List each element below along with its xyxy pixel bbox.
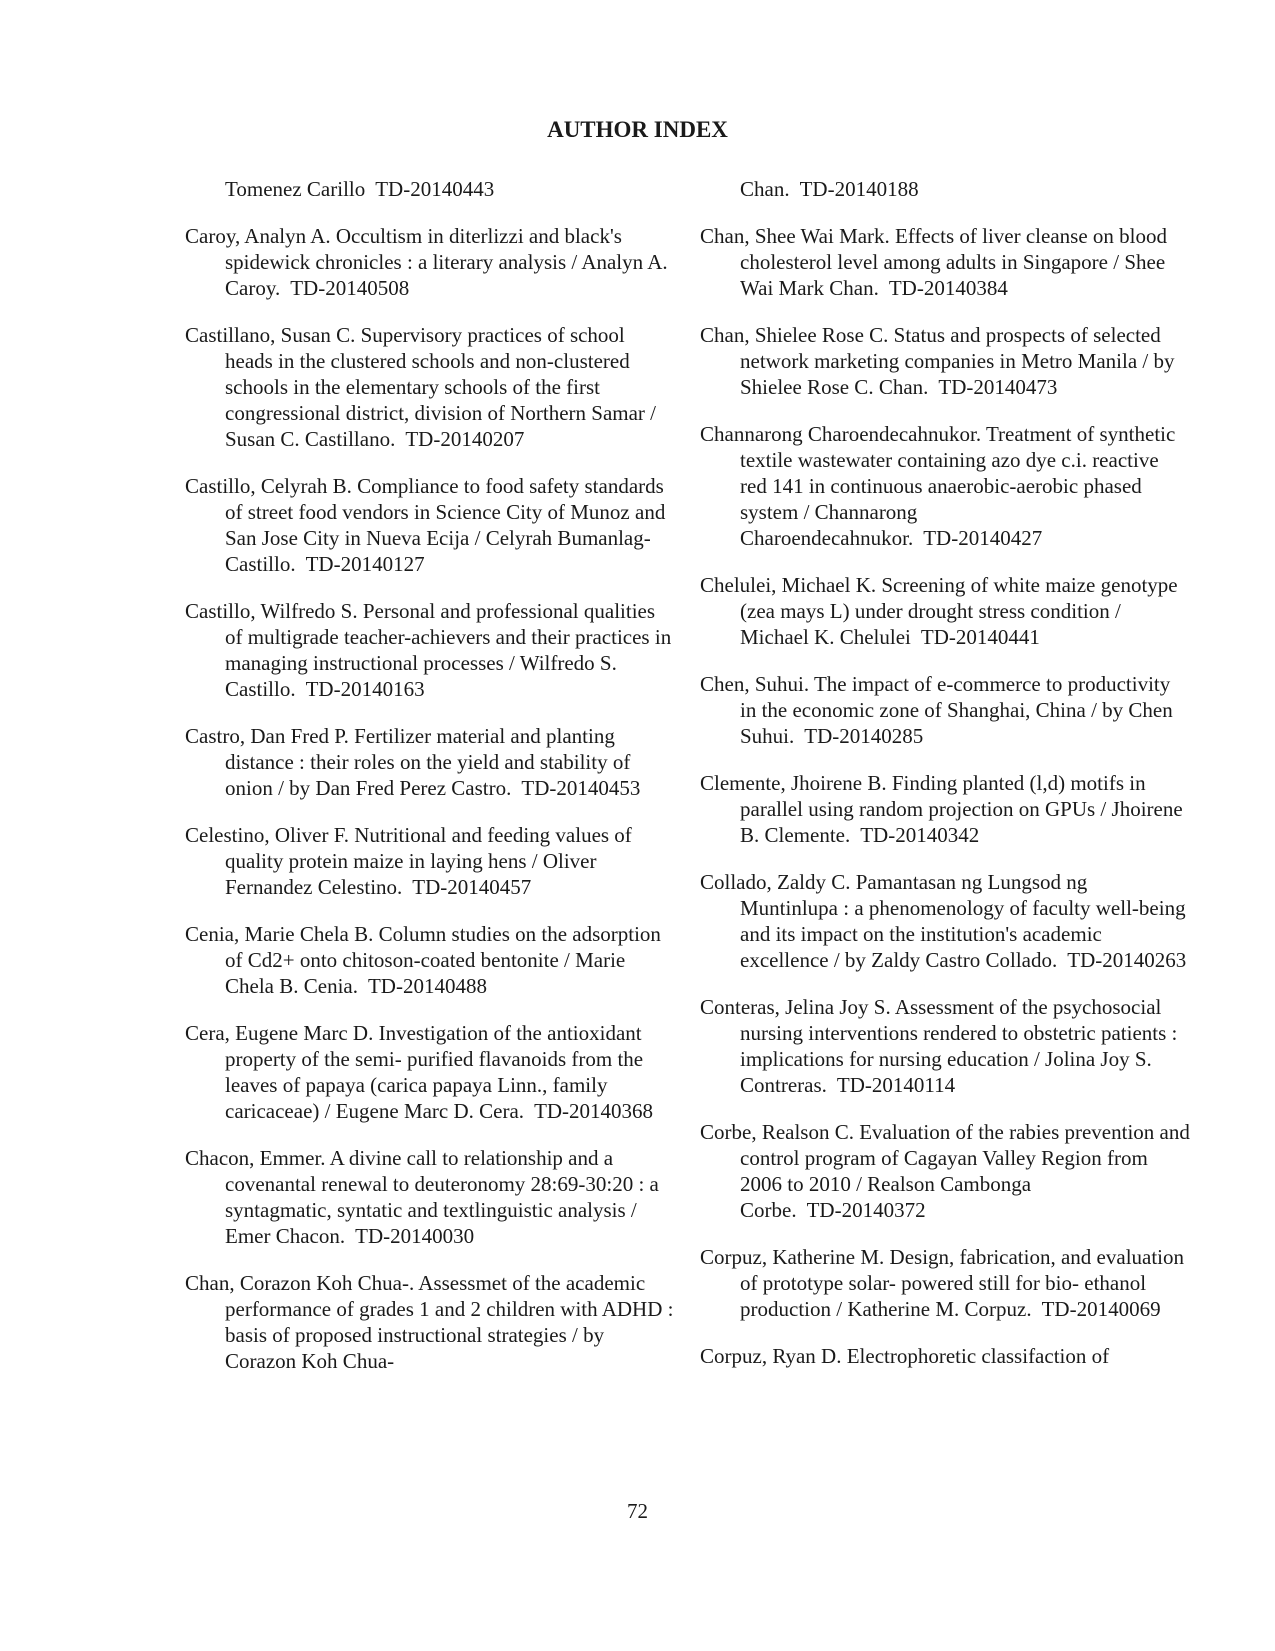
index-entry — [700, 1244, 1190, 1322]
entry-id: TD-20140488 — [367, 974, 487, 998]
entry-text: Cera, Eugene Marc D. Investigation of the antioxidant property of the semi- purified flavanoids from the leaves of papaya (carica papaya Linn., family caricaceae) / Eugene Marc D. Cera. — [185, 1021, 644, 1123]
entry-id: TD-20140188 — [799, 177, 919, 201]
entry-text: Castillano, Susan C. Supervisory practices of school heads in the clustered schools and non-clustered schools in the elementary schools of the first congressional district, division of Northern Samar / Susan C. Castillano. — [185, 323, 657, 451]
index-entry — [700, 1343, 1190, 1369]
entry-text: Chan, Shielee Rose C. Status and prospects of selected network marketing companies in Metro Manila / by Shielee Rose C. Chan. — [700, 323, 1175, 399]
entry-id: TD-20140342 — [860, 823, 980, 847]
index-entry — [700, 770, 1190, 848]
entry-id: TD-20140427 — [923, 526, 1043, 550]
index-entry — [185, 598, 675, 702]
entry-text: Conteras, Jelina Joy S. Assessment of the psychosocial nursing interventions rendered to obstetric patients : implications for nursing education / Jolina Joy S. Contreras. — [700, 995, 1178, 1097]
entry-id: TD-20140069 — [1041, 1297, 1161, 1321]
entry-text: Chan. — [740, 177, 790, 201]
index-entry — [185, 921, 675, 999]
entry-text: Collado, Zaldy C. Pamantasan ng Lungsod ng Muntinlupa : a phenomenology of faculty well-being and its impact on the institution's academic excellence / by Zaldy Castro Collado. — [700, 870, 1186, 972]
right-column — [700, 176, 1190, 1390]
index-entry — [185, 1270, 675, 1374]
entry-id: TD-20140384 — [888, 276, 1008, 300]
entry-id: TD-20140285 — [804, 724, 924, 748]
index-entry — [185, 223, 675, 301]
index-entry — [700, 176, 1190, 202]
entry-id: TD-20140368 — [534, 1099, 654, 1123]
entry-id: TD-20140163 — [305, 677, 425, 701]
index-entry — [185, 176, 675, 202]
entry-text: Tomenez Carillo — [225, 177, 366, 201]
index-entry — [700, 322, 1190, 400]
entry-id: TD-20140508 — [290, 276, 410, 300]
page-number: 72 — [627, 1499, 648, 1523]
entry-text: Caroy, Analyn A. Occultism in diterlizzi and black's spidewick chronicles : a literary analysis / Analyn A. Caroy. — [185, 224, 668, 300]
index-entry — [700, 572, 1190, 650]
entry-text: Castro, Dan Fred P. Fertilizer material and planting distance : their roles on the yield and stability of onion / by Dan Fred Perez Castro. — [185, 724, 631, 800]
entry-id: TD-20140207 — [405, 427, 525, 451]
entry-text: Cenia, Marie Chela B. Column studies on the adsorption of Cd2+ onto chitoson-coated bentonite / Marie Chela B. Cenia. — [185, 922, 661, 998]
index-entry — [185, 822, 675, 900]
entry-text: Castillo, Wilfredo S. Personal and professional qualities of multigrade teacher-achievers and their practices in managing instructional processes / Wilfredo S. Castillo. — [185, 599, 672, 701]
entry-id: TD-20140127 — [305, 552, 425, 576]
entry-text: Corbe, Realson C. Evaluation of the rabies prevention and control program of Cagayan Valley Region from 2006 to 2010 / Realson Cambonga Corbe. — [700, 1120, 1190, 1222]
index-entry — [185, 1020, 675, 1124]
index-entry — [700, 994, 1190, 1098]
index-entry — [700, 421, 1190, 551]
entry-text: Castillo, Celyrah B. Compliance to food safety standards of street food vendors in Science City of Munoz and San Jose City in Nueva Ecija / Celyrah Bumanlag- Castillo. — [185, 474, 666, 576]
entry-text: Corpuz, Katherine M. Design, fabrication, and evaluation of prototype solar- powered still for bio- ethanol production / Katherine M. Corpuz. — [700, 1245, 1185, 1321]
entry-text: Chen, Suhui. The impact of e-commerce to productivity in the economic zone of Shanghai, China / by Chen Suhui. — [700, 672, 1173, 748]
entry-id: TD-20140030 — [355, 1224, 475, 1248]
index-entry — [700, 671, 1190, 749]
entry-id: TD-20140114 — [836, 1073, 956, 1097]
index-entry — [185, 1145, 675, 1249]
entry-text: Channarong Charoendecahnukor. Treatment of synthetic textile wastewater containing azo dye c.i. reactive red 141 in continuous anaerobic-aerobic phased system / Channarong Charoendecahnukor. — [700, 422, 1176, 550]
entry-text: Chan, Corazon Koh Chua-. Assessmet of the academic performance of grades 1 and 2 children with ADHD : basis of proposed instructional strategies / by Corazon Koh Chua- — [185, 1271, 674, 1373]
index-entry — [185, 322, 675, 452]
index-entry — [700, 1119, 1190, 1223]
left-column — [185, 176, 675, 1395]
entry-text: Chan, Shee Wai Mark. Effects of liver cleanse on blood cholesterol level among adults in Singapore / Shee Wai Mark Chan. — [700, 224, 1167, 300]
index-entry — [700, 223, 1190, 301]
index-entry — [185, 723, 675, 801]
entry-text: Clemente, Jhoirene B. Finding planted (l,d) motifs in parallel using random projection on GPUs / Jhoirene B. Clemente. — [700, 771, 1183, 847]
entry-id: TD-20140457 — [412, 875, 532, 899]
entry-text: Chacon, Emmer. A divine call to relationship and a covenantal renewal to deuteronomy 28:69-30:20 : a syntagmatic, syntatic and textlinguistic analysis / Emer Chacon. — [185, 1146, 659, 1248]
index-entry — [700, 869, 1190, 973]
entry-text: Chelulei, Michael K. Screening of white maize genotype (zea mays L) under drought stress condition / Michael K. Chelulei — [700, 573, 1178, 649]
entry-id: TD-20140372 — [806, 1198, 926, 1222]
page-title: AUTHOR INDEX — [547, 117, 728, 142]
index-entry — [185, 473, 675, 577]
entry-id: TD-20140441 — [920, 625, 1040, 649]
entry-id: TD-20140453 — [521, 776, 641, 800]
entry-text: Celestino, Oliver F. Nutritional and feeding values of quality protein maize in laying hens / Oliver Fernandez Celestino. — [185, 823, 632, 899]
entry-text: Corpuz, Ryan D. Electrophoretic classifaction of — [700, 1344, 1110, 1368]
entry-id: TD-20140263 — [1067, 948, 1187, 972]
entry-id: TD-20140473 — [938, 375, 1058, 399]
entry-id: TD-20140443 — [375, 177, 495, 201]
